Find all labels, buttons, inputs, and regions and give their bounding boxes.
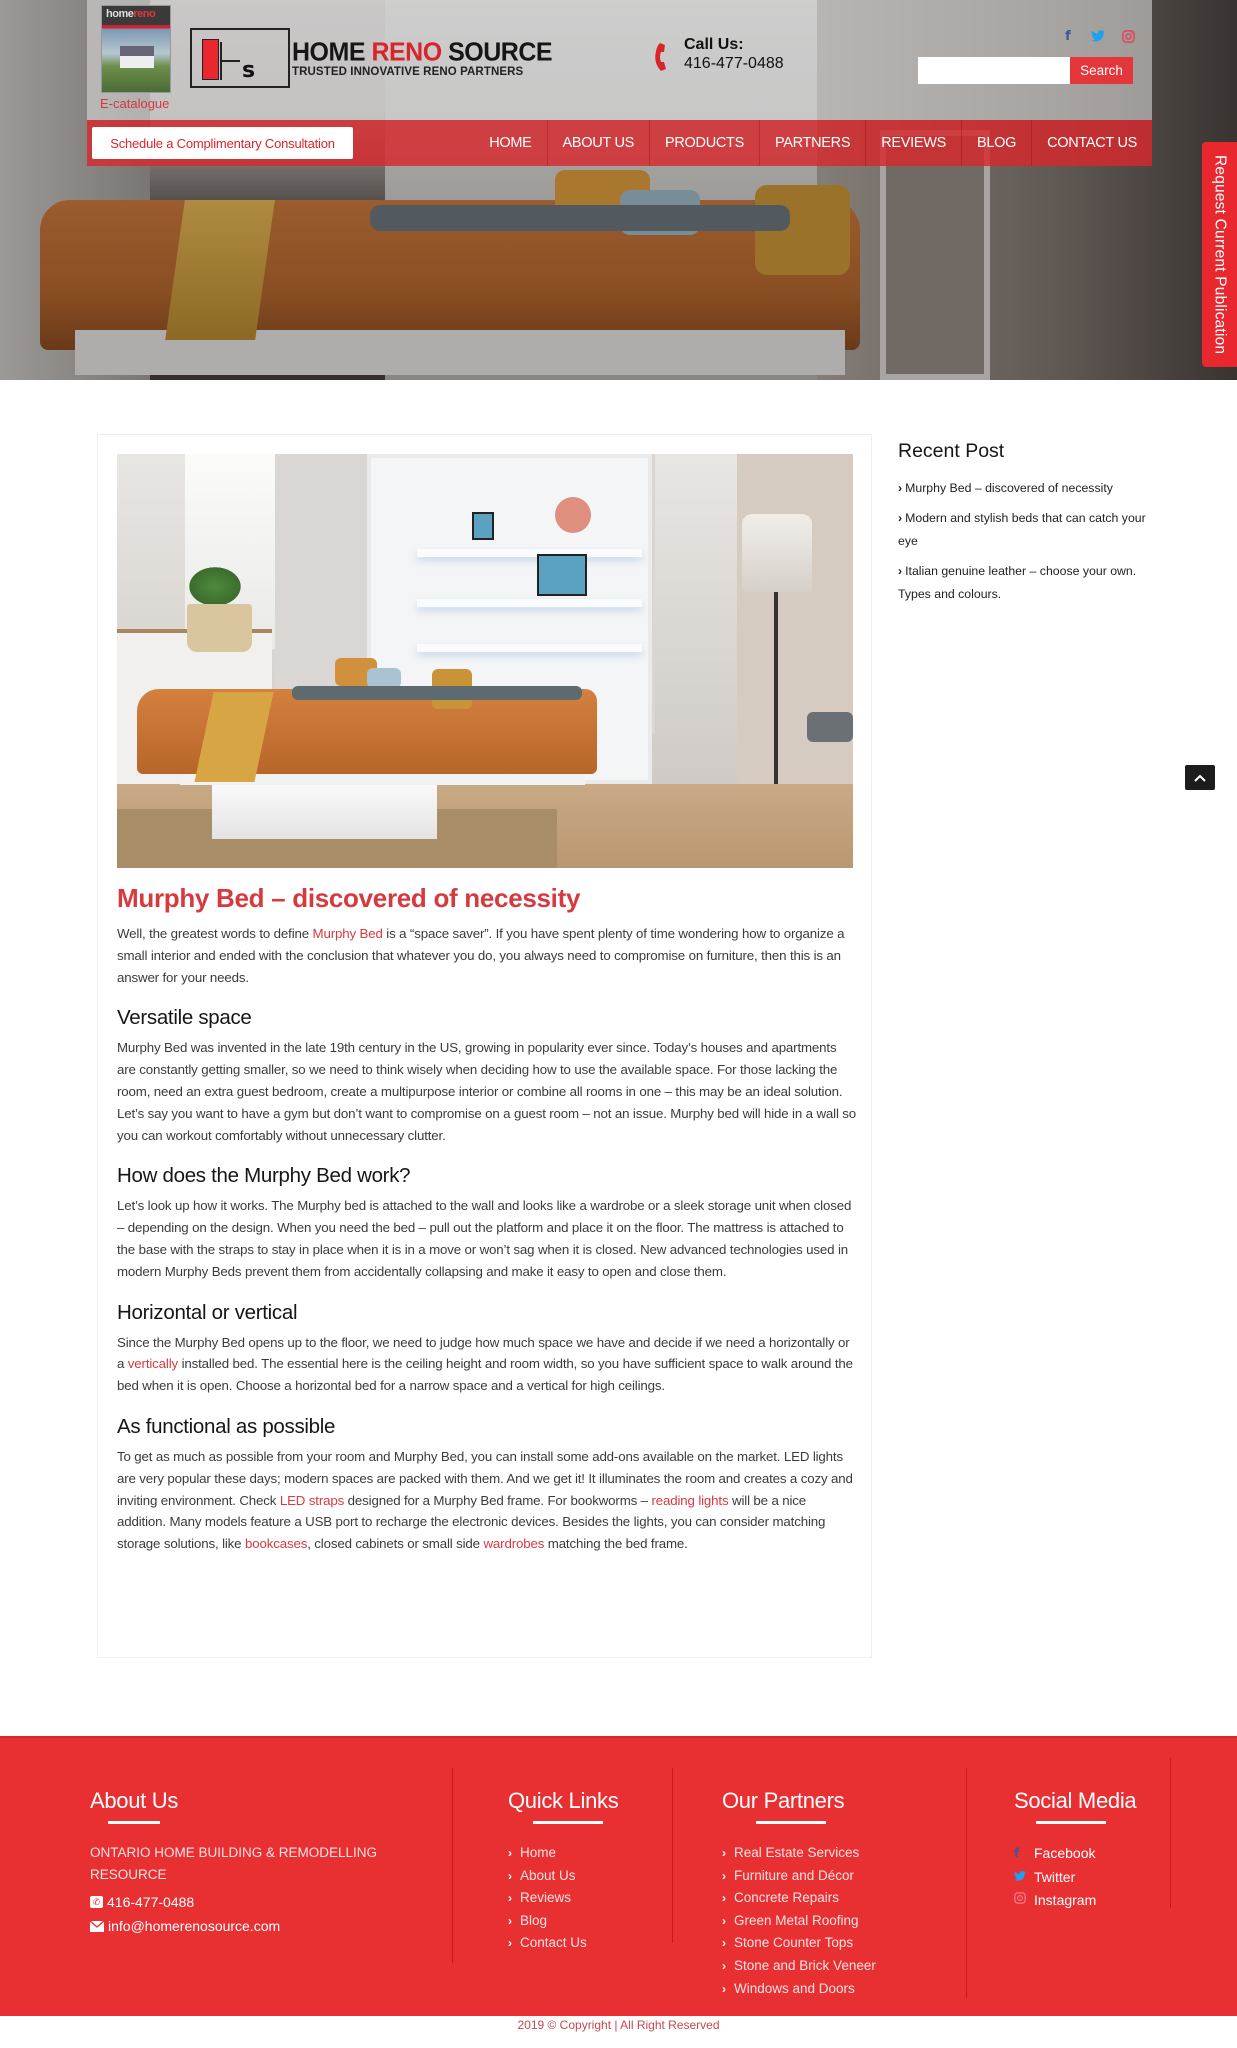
image-plant: [185, 564, 245, 609]
intro-text: is a “space saver”. If you have spent plenty of time wondering how to organize a small interior and ended with the conclusion that whatever you do, you always need to compromise on furniture, then this is an answer for your needs.: [117, 926, 845, 985]
chevron-up-icon: [1194, 774, 1206, 782]
chevron-right-icon: ›: [898, 481, 903, 495]
chevron-right-icon: ›: [722, 1981, 726, 1996]
section-text: installed bed. The essential here is the ceiling height and room width, so you have sufficient space to walk around the bed when it is open. Choose a horizontal bed for a narrow space and a vertical for high ceilings.: [117, 1356, 853, 1394]
nav-blog[interactable]: BLOG: [961, 120, 1031, 166]
led-straps-link[interactable]: LED straps: [279, 1492, 345, 1508]
instagram-icon[interactable]: [1120, 28, 1136, 44]
nav-home[interactable]: HOME: [489, 135, 532, 151]
footer-link-reviews[interactable]: [508, 1887, 618, 1910]
logo-wordmark[interactable]: [292, 38, 552, 78]
instagram-icon: [1014, 1889, 1034, 1913]
nav-about-us[interactable]: ABOUT US: [547, 120, 649, 166]
murphy-bed-link[interactable]: Murphy Bed: [312, 926, 383, 941]
chevron-right-icon: ›: [898, 563, 903, 578]
partner-link[interactable]: [722, 1910, 876, 1933]
logo-mark[interactable]: [190, 28, 290, 88]
footer-divider: [1170, 1758, 1171, 1908]
chevron-right-icon: ›: [722, 1958, 726, 1973]
footer-facebook-link[interactable]: [1014, 1842, 1136, 1866]
article-image: [117, 454, 853, 868]
request-publication-tab[interactable]: [1202, 142, 1237, 367]
header-social-links: [1060, 28, 1136, 44]
section-text-functional: [117, 1446, 857, 1555]
section-text: designed for a Murphy Bed frame. For bookworms –: [344, 1492, 652, 1508]
section-text: Since the Murphy Bed opens up to the floor, we need to judge how much space we have and decide if we need a horizontally or a: [117, 1334, 850, 1372]
footer-org-name: ONTARIO HOME BUILDING & REMODELLING RESOURCE: [90, 1845, 378, 1882]
title-underline: [756, 1821, 826, 1824]
section-heading-how-it-works: How does the Murphy Bed work?: [117, 1164, 411, 1188]
main-navbar: [87, 120, 1152, 166]
section-heading-horizontal-vertical: Horizontal or vertical: [117, 1300, 298, 1324]
logo-monogram: s: [242, 58, 256, 83]
partner-label: Stone Counter Tops: [734, 1935, 854, 1951]
recent-post-link[interactable]: [898, 507, 1148, 554]
partner-label: Stone and Brick Veneer: [734, 1957, 876, 1973]
footer-about-title: About Us: [90, 1788, 179, 1813]
footer-link-about-us[interactable]: [508, 1865, 618, 1888]
image-shelf: [417, 599, 642, 607]
footer-social: [1014, 1738, 1136, 1913]
footer-social-title: Social Media: [1014, 1788, 1137, 1813]
social-label: Instagram: [1034, 1892, 1097, 1908]
footer-partners-title: Our Partners: [722, 1788, 845, 1813]
chevron-right-icon: ›: [508, 1936, 512, 1951]
wardrobes-link[interactable]: wardrobes: [483, 1536, 545, 1552]
chevron-right-icon: ›: [722, 1868, 726, 1883]
footer-link-label: Reviews: [520, 1890, 572, 1906]
recent-posts-title: Recent Post: [898, 440, 1005, 462]
article-card: [97, 434, 872, 1658]
image-shelf: [417, 549, 642, 557]
phone-icon: [655, 42, 671, 72]
footer-link-blog[interactable]: [508, 1910, 618, 1933]
search-input[interactable]: [918, 57, 1070, 84]
reading-lights-link[interactable]: reading lights: [651, 1492, 729, 1508]
image-decor-plate: [555, 497, 591, 533]
search-button[interactable]: Search: [1070, 57, 1133, 84]
section-text: will be a nice addition. Many models feature a USB port to recharge the electronic devices. Besides the lights, you can consider matching storage solutions, like: [117, 1492, 826, 1552]
footer-quick-links-title: Quick Links: [508, 1788, 619, 1813]
image-bed-leg: [212, 784, 437, 839]
footer-link-label: Blog: [520, 1912, 548, 1928]
image-pillow: [367, 668, 401, 688]
logo-red-block: [202, 39, 219, 80]
recent-post-label: Italian genuine leather – choose your own. Types and colours.: [898, 563, 1137, 601]
section-text-how-it-works: Let’s look up how it works. The Murphy bed is attached to the wall and looks like a wardrobe or a sleek storage unit when closed – depending on the design. When you need the bed – pull out the platform and place it on the floor. The mattress is attached to the base with the straps to stay in place when it is in a move or won’t sag when it is closed. New advanced technologies used in modern Murphy Beds prevent them from accidentally collapsing and make it easy to open and close them.: [117, 1198, 852, 1279]
footer: [0, 1736, 1237, 2016]
image-plant-pot: [187, 604, 252, 652]
nav-contact-us[interactable]: CONTACT US: [1031, 120, 1152, 166]
partner-link[interactable]: [722, 1865, 876, 1888]
copyright-text: 2019 © Copyright | All Right Reserved: [517, 2018, 720, 2032]
partner-link[interactable]: [722, 1842, 876, 1865]
recent-post-label: Murphy Bed – discovered of necessity: [905, 481, 1113, 495]
house-image: [120, 46, 154, 68]
section-text-versatile-space: Murphy Bed was invented in the late 19th century in the US, growing in popularity ever since. Today’s houses and apartments are constantly getting smaller, so we need to think wisely when deciding how to use the available space. For those lacking the room, need an extra guest bedroom, create a multipurpose interior or combine all rooms in one – this may be an ideal solution. Let’s say you want to have a gym but don’t want to compromise on a guest room – not an issue. Murphy bed will hide in a wall so you can workout comfortably without unnecessary clutter.: [117, 1040, 857, 1143]
request-publication-label: Request Current Publication: [1211, 154, 1229, 355]
recent-post-link[interactable]: [898, 560, 1148, 607]
ecatalogue-cover-title: homereno: [106, 8, 156, 20]
envelope-icon: [90, 1921, 104, 1932]
search-form: [918, 57, 1133, 84]
image-stool: [807, 712, 853, 742]
call-number[interactable]: 416-477-0488: [684, 55, 784, 72]
facebook-icon: f: [1014, 1846, 1020, 1860]
schedule-consultation-button[interactable]: Schedule a Complimentary Consultation: [92, 127, 353, 159]
main-nav: [474, 120, 1152, 166]
brand-tagline: TRUSTED INNOVATIVE RENO PARTNERS: [292, 66, 524, 78]
section-heading-functional: As functional as possible: [117, 1414, 336, 1438]
section-text: To get as much as possible from your room and Murphy Bed, you can install some add-ons available on the market. LED lights are very popular these days; modern spaces are packed with them. And we get it! It illuminates the room and creates a cozy and inviting environment. Check: [117, 1448, 853, 1508]
image-picture-frame: [537, 554, 587, 596]
footer-link-home[interactable]: [508, 1842, 618, 1865]
footer-quick-links: [508, 1738, 618, 1955]
chevron-right-icon: ›: [722, 1846, 726, 1860]
image-picture-frame: [472, 512, 494, 540]
partner-label: Real Estate Services: [734, 1845, 860, 1860]
footer-about: [90, 1738, 430, 1934]
vertically-link[interactable]: vertically: [127, 1356, 179, 1372]
social-label: Facebook: [1034, 1845, 1096, 1861]
nav-reviews[interactable]: REVIEWS: [865, 120, 961, 166]
phone-icon: ✆: [90, 1896, 103, 1908]
image-lamp-pole: [774, 592, 778, 802]
chevron-right-icon: ›: [508, 1846, 512, 1860]
chevron-right-icon: ›: [508, 1891, 512, 1906]
facebook-icon[interactable]: f: [1065, 28, 1071, 44]
chevron-right-icon: ›: [722, 1913, 726, 1928]
nav-products[interactable]: PRODUCTS: [649, 120, 759, 166]
article-intro: [117, 923, 857, 988]
partner-link[interactable]: [722, 1955, 876, 1978]
footer-link-label: Home: [520, 1845, 557, 1860]
section-heading-versatile-space: Versatile space: [117, 1006, 252, 1030]
footer-twitter-link[interactable]: [1014, 1866, 1136, 1890]
section-text: matching the bed frame.: [544, 1536, 688, 1552]
bookcases-link[interactable]: bookcases: [244, 1536, 308, 1552]
call-label: Call Us:: [684, 36, 744, 53]
chevron-right-icon: ›: [508, 1868, 512, 1883]
intro-text: Well, the greatest words to define: [117, 926, 313, 941]
ecatalogue-link[interactable]: [101, 5, 171, 93]
partner-link[interactable]: [722, 1887, 876, 1910]
title-underline: [533, 1821, 603, 1824]
footer-divider: [966, 1768, 967, 1998]
title-underline: [108, 1821, 160, 1824]
partner-label: Windows and Doors: [734, 1980, 855, 1996]
partner-link[interactable]: [722, 1932, 876, 1955]
partner-link[interactable]: [722, 1978, 876, 2001]
footer-link-label: About Us: [520, 1867, 576, 1883]
scroll-to-top-button[interactable]: [1185, 765, 1215, 790]
chevron-right-icon: ›: [722, 1891, 726, 1906]
section-text: , closed cabinets or small side: [307, 1536, 484, 1552]
twitter-icon: [1014, 1866, 1034, 1890]
partner-label: Furniture and Décor: [734, 1867, 855, 1883]
ecatalogue-cover[interactable]: [101, 5, 171, 93]
title-underline: [1036, 1821, 1106, 1824]
ecatalogue-label[interactable]: E-catalogue: [100, 96, 170, 111]
logo-h-bar: [220, 60, 240, 62]
section-text-horizontal-vertical: [117, 1332, 857, 1397]
footer-divider: [672, 1768, 673, 1943]
partner-label: Concrete Repairs: [734, 1890, 840, 1906]
partner-label: Green Metal Roofing: [734, 1912, 859, 1928]
image-blanket: [292, 686, 582, 700]
footer-link-contact-us[interactable]: [508, 1932, 618, 1955]
image-lamp-shade: [742, 514, 812, 592]
footer-instagram-link[interactable]: [1014, 1889, 1136, 1913]
footer-email[interactable]: [90, 1918, 430, 1934]
twitter-icon[interactable]: [1090, 28, 1106, 44]
chevron-right-icon: ›: [722, 1936, 726, 1951]
brand-name: HOME RENO SOURCE: [292, 37, 553, 67]
footer-link-label: Contact Us: [520, 1935, 587, 1951]
chevron-right-icon: ›: [508, 1913, 512, 1928]
chevron-right-icon: ›: [898, 510, 903, 525]
recent-posts-sidebar: [898, 440, 1148, 613]
article-title: Murphy Bed – discovered of necessity: [117, 883, 581, 913]
image-shelf: [417, 644, 642, 652]
recent-post-label: Modern and stylish beds that can catch your eye: [898, 510, 1146, 548]
nav-partners[interactable]: PARTNERS: [759, 120, 865, 166]
footer-email-address: info@homerenosource.com: [108, 1918, 281, 1934]
footer-divider: [452, 1768, 453, 1963]
recent-post-link[interactable]: [898, 477, 1148, 501]
footer-partners: [722, 1738, 876, 2000]
footer-phone-number: 416-477-0488: [107, 1894, 195, 1910]
social-label: Twitter: [1034, 1868, 1076, 1885]
footer-phone[interactable]: [90, 1894, 430, 1910]
article-body: [117, 923, 857, 1555]
